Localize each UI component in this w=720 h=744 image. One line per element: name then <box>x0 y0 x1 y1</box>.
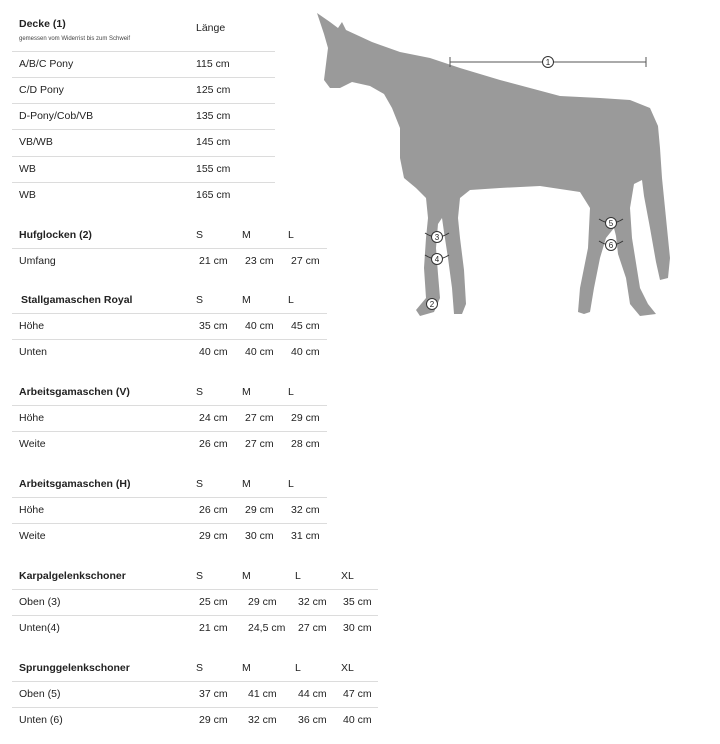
size-header: M <box>242 662 251 674</box>
decke-title: Decke (1) <box>19 18 66 30</box>
svg-text:5: 5 <box>608 219 614 228</box>
row-divider <box>12 182 275 183</box>
row-divider <box>12 707 378 708</box>
size-row-value: 40 cm <box>199 346 228 358</box>
size-row-value: 40 cm <box>245 346 274 358</box>
size-row-value: 47 cm <box>343 688 372 700</box>
row-divider <box>12 405 327 406</box>
row-divider <box>12 681 378 682</box>
size-row-label: Höhe <box>19 412 45 424</box>
size-row-value: 29 cm <box>199 714 228 726</box>
size-header: L <box>288 229 294 241</box>
size-header: L <box>288 478 294 490</box>
svg-text:1: 1 <box>545 58 551 67</box>
size-row-value: 21 cm <box>199 255 228 267</box>
size-row-value: 27 cm <box>245 438 274 450</box>
size-row-value: 24,5 cm <box>248 622 286 634</box>
size-row-value: 44 cm <box>298 688 327 700</box>
size-row-value: 29 cm <box>199 530 228 542</box>
svg-text:2: 2 <box>429 300 435 309</box>
row-divider <box>12 156 275 157</box>
size-header: M <box>242 229 251 241</box>
row-divider <box>12 313 327 314</box>
row-divider <box>12 615 378 616</box>
decke-row-label: D-Pony/Cob/VB <box>19 110 94 122</box>
size-header: S <box>196 478 204 490</box>
decke-row-value: 125 cm <box>196 84 231 96</box>
size-row-value: 27 cm <box>298 622 327 634</box>
size-row-value: 40 cm <box>343 714 372 726</box>
size-table-title: Hufglocken (2) <box>19 229 92 241</box>
size-row-value: 23 cm <box>245 255 274 267</box>
row-divider <box>12 248 327 249</box>
size-table-title: Karpalgelenkschoner <box>19 570 126 582</box>
size-row-value: 32 cm <box>248 714 277 726</box>
size-header: M <box>242 570 251 582</box>
decke-row-label: C/D Pony <box>19 84 64 96</box>
size-header: S <box>196 229 204 241</box>
size-table-title: Sprunggelenkschoner <box>19 662 130 674</box>
size-row-value: 40 cm <box>245 320 274 332</box>
size-row-label: Oben (5) <box>19 688 61 700</box>
horse-illustration <box>300 8 680 328</box>
decke-subtitle: gemessen vom Widerrist bis zum Schweif <box>19 36 131 42</box>
size-row-value: 29 cm <box>291 412 320 424</box>
row-divider <box>12 339 327 340</box>
row-divider <box>12 431 327 432</box>
size-header: L <box>288 386 294 398</box>
row-divider <box>12 523 327 524</box>
size-row-label: Oben (3) <box>19 596 61 608</box>
size-row-value: 24 cm <box>199 412 228 424</box>
size-header: S <box>196 294 204 306</box>
size-row-value: 31 cm <box>291 530 320 542</box>
size-row-value: 30 cm <box>245 530 274 542</box>
size-header: XL <box>341 662 354 674</box>
decke-row-value: 145 cm <box>196 136 231 148</box>
size-row-value: 32 cm <box>291 504 320 516</box>
size-header: XL <box>341 570 354 582</box>
size-row-label: Unten <box>19 346 48 358</box>
size-row-label: Weite <box>19 530 46 542</box>
row-divider <box>12 129 275 130</box>
decke-row-value: 165 cm <box>196 189 231 201</box>
decke-column-header: Länge <box>196 22 226 34</box>
size-row-value: 28 cm <box>291 438 320 450</box>
svg-text:6: 6 <box>608 241 614 250</box>
size-header: M <box>242 386 251 398</box>
size-row-label: Höhe <box>19 504 45 516</box>
size-row-label: Unten(4) <box>19 622 60 634</box>
measure-marker-2 <box>427 299 438 310</box>
row-divider <box>12 51 275 52</box>
size-row-value: 29 cm <box>245 504 274 516</box>
size-row-label: Umfang <box>19 255 56 267</box>
size-row-value: 35 cm <box>343 596 372 608</box>
decke-row-value: 115 cm <box>196 58 230 70</box>
row-divider <box>12 77 275 78</box>
size-row-label: Weite <box>19 438 46 450</box>
size-header: S <box>196 386 204 398</box>
size-row-label: Höhe <box>19 320 45 332</box>
size-header: M <box>242 478 251 490</box>
decke-row-label: A/B/C Pony <box>19 58 74 70</box>
decke-row-value: 135 cm <box>196 110 231 122</box>
size-row-value: 25 cm <box>199 596 228 608</box>
size-header: S <box>196 570 204 582</box>
size-row-label: Unten (6) <box>19 714 63 726</box>
size-row-value: 29 cm <box>248 596 277 608</box>
row-divider <box>12 589 378 590</box>
size-row-value: 26 cm <box>199 438 228 450</box>
size-table-title: Arbeitsgamaschen (V) <box>19 386 130 398</box>
size-table-title: Stallgamaschen Royal <box>21 294 133 306</box>
size-row-value: 27 cm <box>245 412 274 424</box>
size-header: M <box>242 294 251 306</box>
size-row-value: 21 cm <box>199 622 228 634</box>
size-header: L <box>295 570 301 582</box>
size-row-value: 27 cm <box>291 255 320 267</box>
decke-row-value: 155 cm <box>196 163 231 175</box>
size-header: L <box>295 662 301 674</box>
size-row-value: 41 cm <box>248 688 277 700</box>
size-header: L <box>288 294 294 306</box>
size-header: S <box>196 662 204 674</box>
size-row-value: 36 cm <box>298 714 327 726</box>
row-divider <box>12 103 275 104</box>
row-divider <box>12 497 327 498</box>
size-row-value: 37 cm <box>199 688 228 700</box>
decke-row-label: WB <box>19 189 36 201</box>
svg-text:4: 4 <box>434 255 440 264</box>
size-row-value: 35 cm <box>199 320 228 332</box>
measure-marker-1 <box>543 57 554 68</box>
decke-row-label: VB/WB <box>19 136 53 148</box>
size-row-value: 26 cm <box>199 504 228 516</box>
svg-text:3: 3 <box>434 233 440 242</box>
size-row-value: 45 cm <box>291 320 320 332</box>
decke-row-label: WB <box>19 163 36 175</box>
horse-silhouette-icon <box>317 13 670 316</box>
size-row-value: 40 cm <box>291 346 320 358</box>
size-table-title: Arbeitsgamaschen (H) <box>19 478 131 490</box>
size-row-value: 32 cm <box>298 596 327 608</box>
size-row-value: 30 cm <box>343 622 372 634</box>
